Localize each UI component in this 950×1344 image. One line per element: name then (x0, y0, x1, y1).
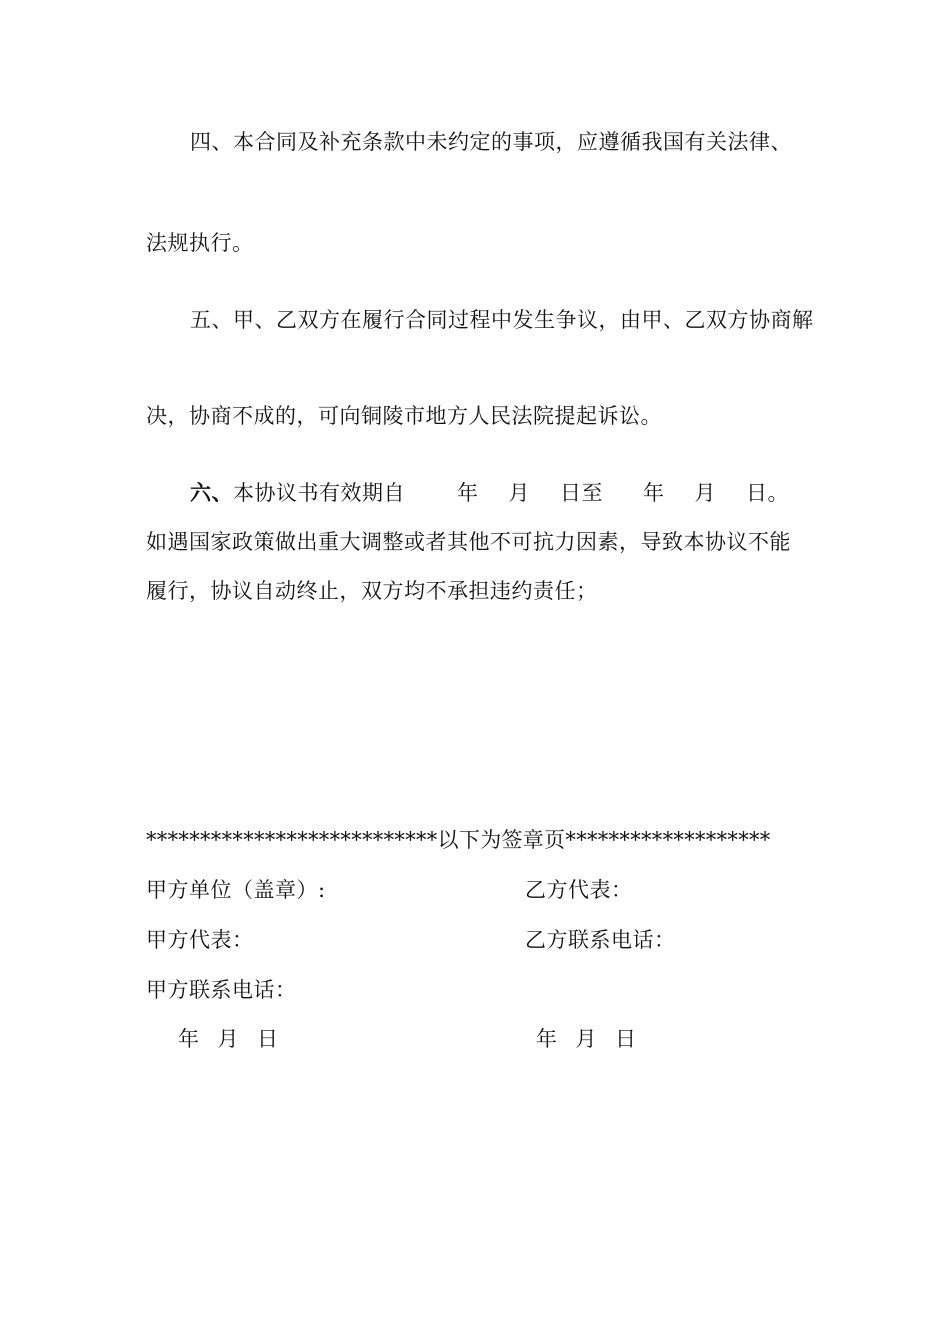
clause-4-line-2: 法规执行。 (146, 231, 254, 255)
clause-6-text: 本协议书有效期自 (233, 481, 405, 505)
party-b-month-label: 月 (575, 1027, 597, 1051)
party-b-phone-label: 乙方联系电话： (525, 928, 676, 952)
clause-4-line-1: 四、本合同及补充条款中未约定的事项，应遵循我国有关法律、 (190, 130, 792, 154)
party-a-unit-label: 甲方单位（盖章）: (146, 878, 326, 902)
party-b-day-label: 日 (615, 1027, 637, 1051)
clause-6-number: 六、 (190, 480, 233, 505)
start-year-label: 年 (457, 481, 479, 505)
party-a-phone-label: 甲方联系电话： (146, 978, 297, 1002)
party-a-day-label: 日 (257, 1027, 279, 1051)
signature-divider: ***************************以下为签章页******************* (146, 828, 771, 852)
clause-6-line-3: 履行，协议自动终止，双方均不承担违约责任； (146, 579, 598, 603)
clause-6-line-1 (190, 478, 789, 508)
party-b-rep-label: 乙方代表： (525, 878, 633, 902)
party-b-year-label: 年 (536, 1027, 558, 1051)
party-a-date (178, 1024, 279, 1054)
clause-6-line-2: 如遇国家政策做出重大调整或者其他不可抗力因素，导致本协议不能 (146, 530, 791, 554)
clause-5-line-2: 决，协商不成的，可向铜陵市地方人民法院提起诉讼。 (146, 404, 662, 428)
party-b-date (536, 1024, 637, 1054)
party-a-month-label: 月 (217, 1027, 239, 1051)
end-month-label: 月 (694, 481, 716, 505)
end-year-label: 年 (643, 481, 665, 505)
party-a-year-label: 年 (178, 1027, 200, 1051)
end-day-label: 日。 (746, 481, 789, 505)
start-day-to-label: 日至 (560, 481, 603, 505)
clause-5-line-1: 五、甲、乙双方在履行合同过程中发生争议，由甲、乙双方协商解 (190, 308, 814, 332)
party-a-rep-label: 甲方代表： (146, 928, 254, 952)
start-month-label: 月 (508, 481, 530, 505)
